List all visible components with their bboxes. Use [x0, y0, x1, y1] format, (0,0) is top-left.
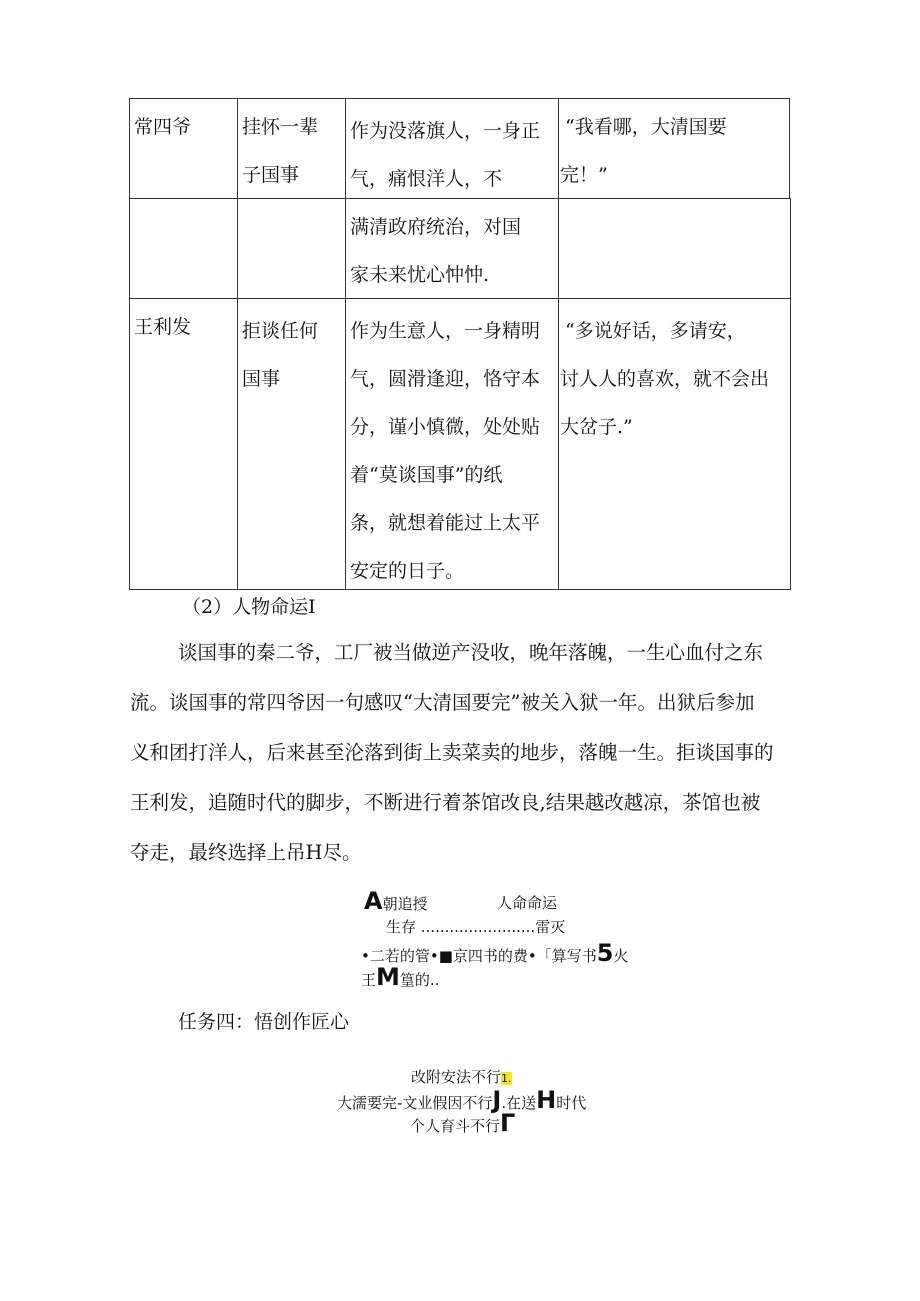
diagram1-line4: 王M篁的.. — [361, 963, 440, 991]
row1-character-line2: 气，痛恨洋人，不 — [350, 168, 503, 190]
diagram1-fate-label: 人命命运 — [497, 894, 558, 912]
table-cell — [237, 198, 346, 299]
highlight-mark: 1. — [501, 1072, 512, 1085]
paragraph-line: 谈国事的秦二爷，工厂被当做逆产没收，晚年落魄，一生心血付之东 — [178, 641, 764, 664]
table-cell — [558, 198, 791, 299]
task4-heading: 任务四：悟创作匠心 — [178, 1011, 350, 1033]
row3-character-line5: 条，就想着能过上太平 — [350, 512, 541, 534]
diagram1-line1: A朝追授 — [364, 887, 428, 915]
row1-quote-line1: “我看哪，大清国要 — [565, 116, 727, 138]
section-heading: （2）人物命运I — [182, 596, 316, 618]
paragraph-line: 义和团打洋人，后来甚至沦落到街上卖菜卖的地步，落魄一生。拒谈国事的 — [130, 741, 774, 764]
row3-character-line2: 气，圆滑逢迎，恪守本 — [350, 368, 541, 390]
row3-name: 王利发 — [134, 316, 192, 338]
fate-paragraph — [130, 628, 795, 878]
paragraph-line: 流。谈国事的常四爷因一句感叹“大清国要完”被关入狱一年。出狱后参加 — [130, 691, 755, 714]
row3-character-line3: 分，谨小慎微，处处贴 — [350, 416, 541, 438]
row3-quote-line3: 大岔子.” — [560, 416, 633, 438]
row2-character-line1: 满清政府统治，对国 — [350, 216, 522, 238]
diagram1-line3: •二若的管•■京四书的费•「算写书5火 — [361, 939, 629, 967]
paragraph-line: 王利发，追随时代的脚步，不断进行着茶馆改良,结果越改越凉，茶馆也被 — [130, 791, 761, 814]
paragraph-line: 夺走，最终选择上吊H尽。 — [130, 841, 362, 864]
row3-quote-line2: 讨人人的喜欢，就不会出 — [560, 368, 770, 390]
row1-attitude-line2: 子国事 — [242, 164, 300, 186]
row3-attitude-line2: 国事 — [242, 368, 281, 390]
row2-character-line2: 家未来忧心忡忡. — [350, 264, 490, 286]
diagram2-line1: 改附安法不行1. — [411, 1068, 512, 1086]
row1-quote-line2: 完！” — [560, 164, 608, 186]
diagram2-line2: 大濡要完-文业假因不行J.在送H时代 — [337, 1086, 587, 1114]
row3-character-line4: 着“莫谈国事”的纸 — [350, 464, 503, 486]
row3-character-line6: 安定的日子。 — [350, 560, 465, 582]
table-cell — [129, 198, 238, 299]
diagram1-line2: 生存 ........................雷灭 — [386, 918, 566, 936]
row3-character-line1: 作为生意人，一身精明 — [350, 320, 541, 342]
row1-attitude-line1: 挂怀一辈 — [242, 116, 319, 138]
row3-quote-line1: “多说好话，多请安， — [565, 320, 746, 342]
row3-attitude-line1: 拒谈任何 — [242, 320, 319, 342]
diagram2-line3: 个人育斗不行Γ — [410, 1109, 516, 1137]
row1-name: 常四爷 — [134, 116, 192, 138]
row1-character-line1: 作为没落旗人，一身正 — [350, 120, 541, 142]
